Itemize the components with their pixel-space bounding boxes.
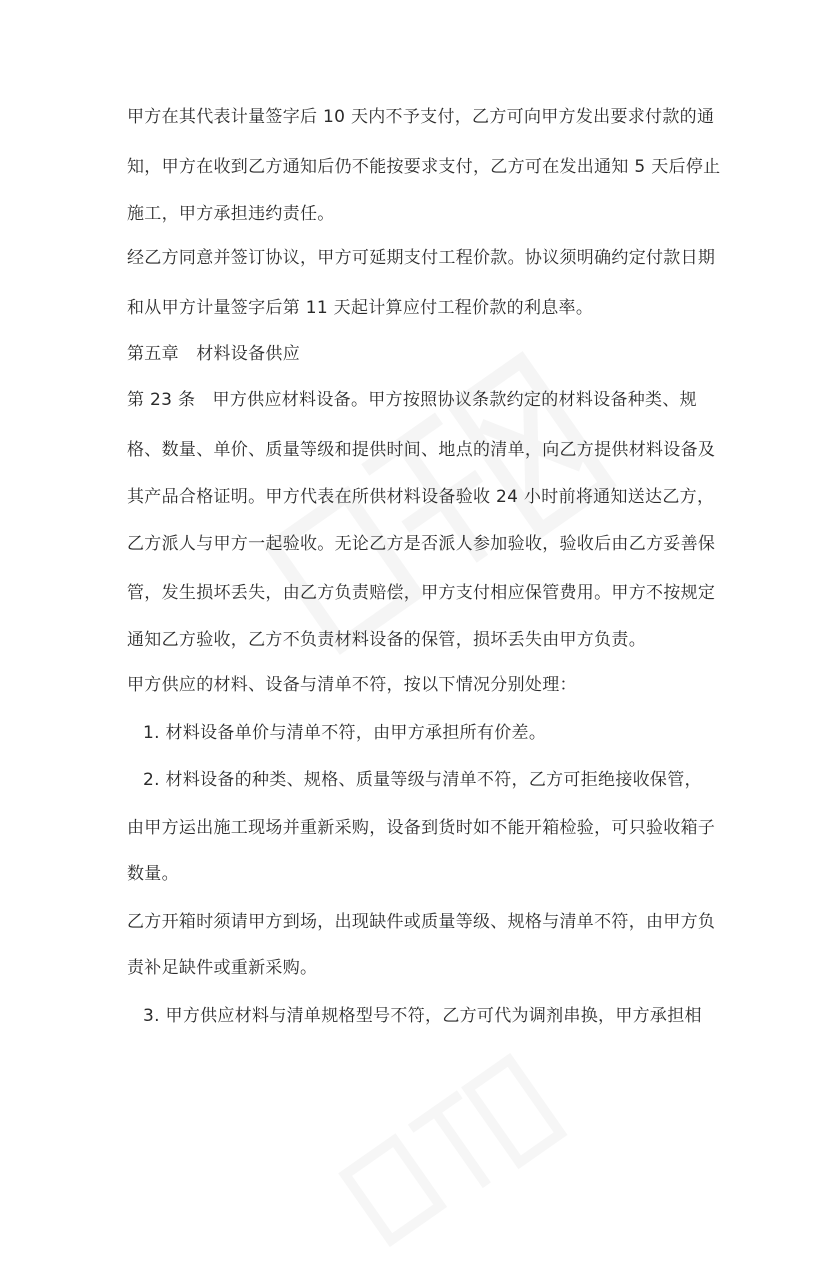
mismatch-intro: 甲方供应的材料、设备与清单不符，按以下情况分别处理：	[127, 675, 577, 695]
list-item-1: 1. 材料设备单价与清单不符，由甲方承担所有价差。	[143, 723, 547, 743]
list-item-2-line-1: 2. 材料设备的种类、规格、质量等级与清单不符，乙方可拒绝接收保管，	[143, 770, 702, 790]
article-23-line-5: 管，发生损坏丢失，由乙方负责赔偿，甲方支付相应保管费用。甲方不按规定	[127, 583, 716, 603]
paragraph-line-2: 知，甲方在收到乙方通知后仍不能按要求支付，乙方可在发出通知 5 天后停止	[127, 157, 721, 177]
list-item-2-line-3: 数量。	[127, 864, 179, 884]
article-23-line-4: 乙方派人与甲方一起验收。无论乙方是否派人参加验收，验收后由乙方妥善保	[127, 534, 716, 554]
paragraph-line-4: 经乙方同意并签订协议，甲方可延期支付工程价款。协议须明确约定付款日期	[127, 248, 716, 268]
article-23-line-3: 其产品合格证明。甲方代表在所供材料设备验收 24 小时前将通知送达乙方，	[127, 487, 715, 507]
chapter-heading: 第五章 材料设备供应	[127, 344, 300, 364]
paragraph-line-5: 和从甲方计量签字后第 11 天起计算应付工程价款的利息率。	[127, 298, 594, 318]
article-23-line-2: 格、数量、单价、质量等级和提供时间、地点的清单，向乙方提供材料设备及	[127, 440, 716, 460]
unpacking-line-2: 责补足缺件或重新采购。	[127, 958, 318, 978]
article-23-line-1: 第 23 条 甲方供应材料设备。甲方按照协议条款约定的材料设备种类、规	[127, 390, 697, 410]
article-23-line-6: 通知乙方验收，乙方不负责材料设备的保管，损坏丢失由甲方负责。	[127, 630, 646, 650]
list-item-3-line-1: 3. 甲方供应材料与清单规格型号不符，乙方可代为调剂串换，甲方承担相	[143, 1006, 702, 1026]
watermark-bottom-icon	[325, 1038, 574, 1262]
paragraph-line-1: 甲方在其代表计量签字后 10 天内不予支付，乙方可向甲方发出要求付款的通	[127, 107, 715, 127]
paragraph-line-3: 施工，甲方承担违约责任。	[127, 204, 335, 224]
unpacking-line-1: 乙方开箱时须请甲方到场，出现缺件或质量等级、规格与清单不符，由甲方负	[127, 912, 716, 932]
list-item-2-line-2: 由甲方运出施工现场并重新采购，设备到货时如不能开箱检验，可只验收箱子	[127, 818, 716, 838]
